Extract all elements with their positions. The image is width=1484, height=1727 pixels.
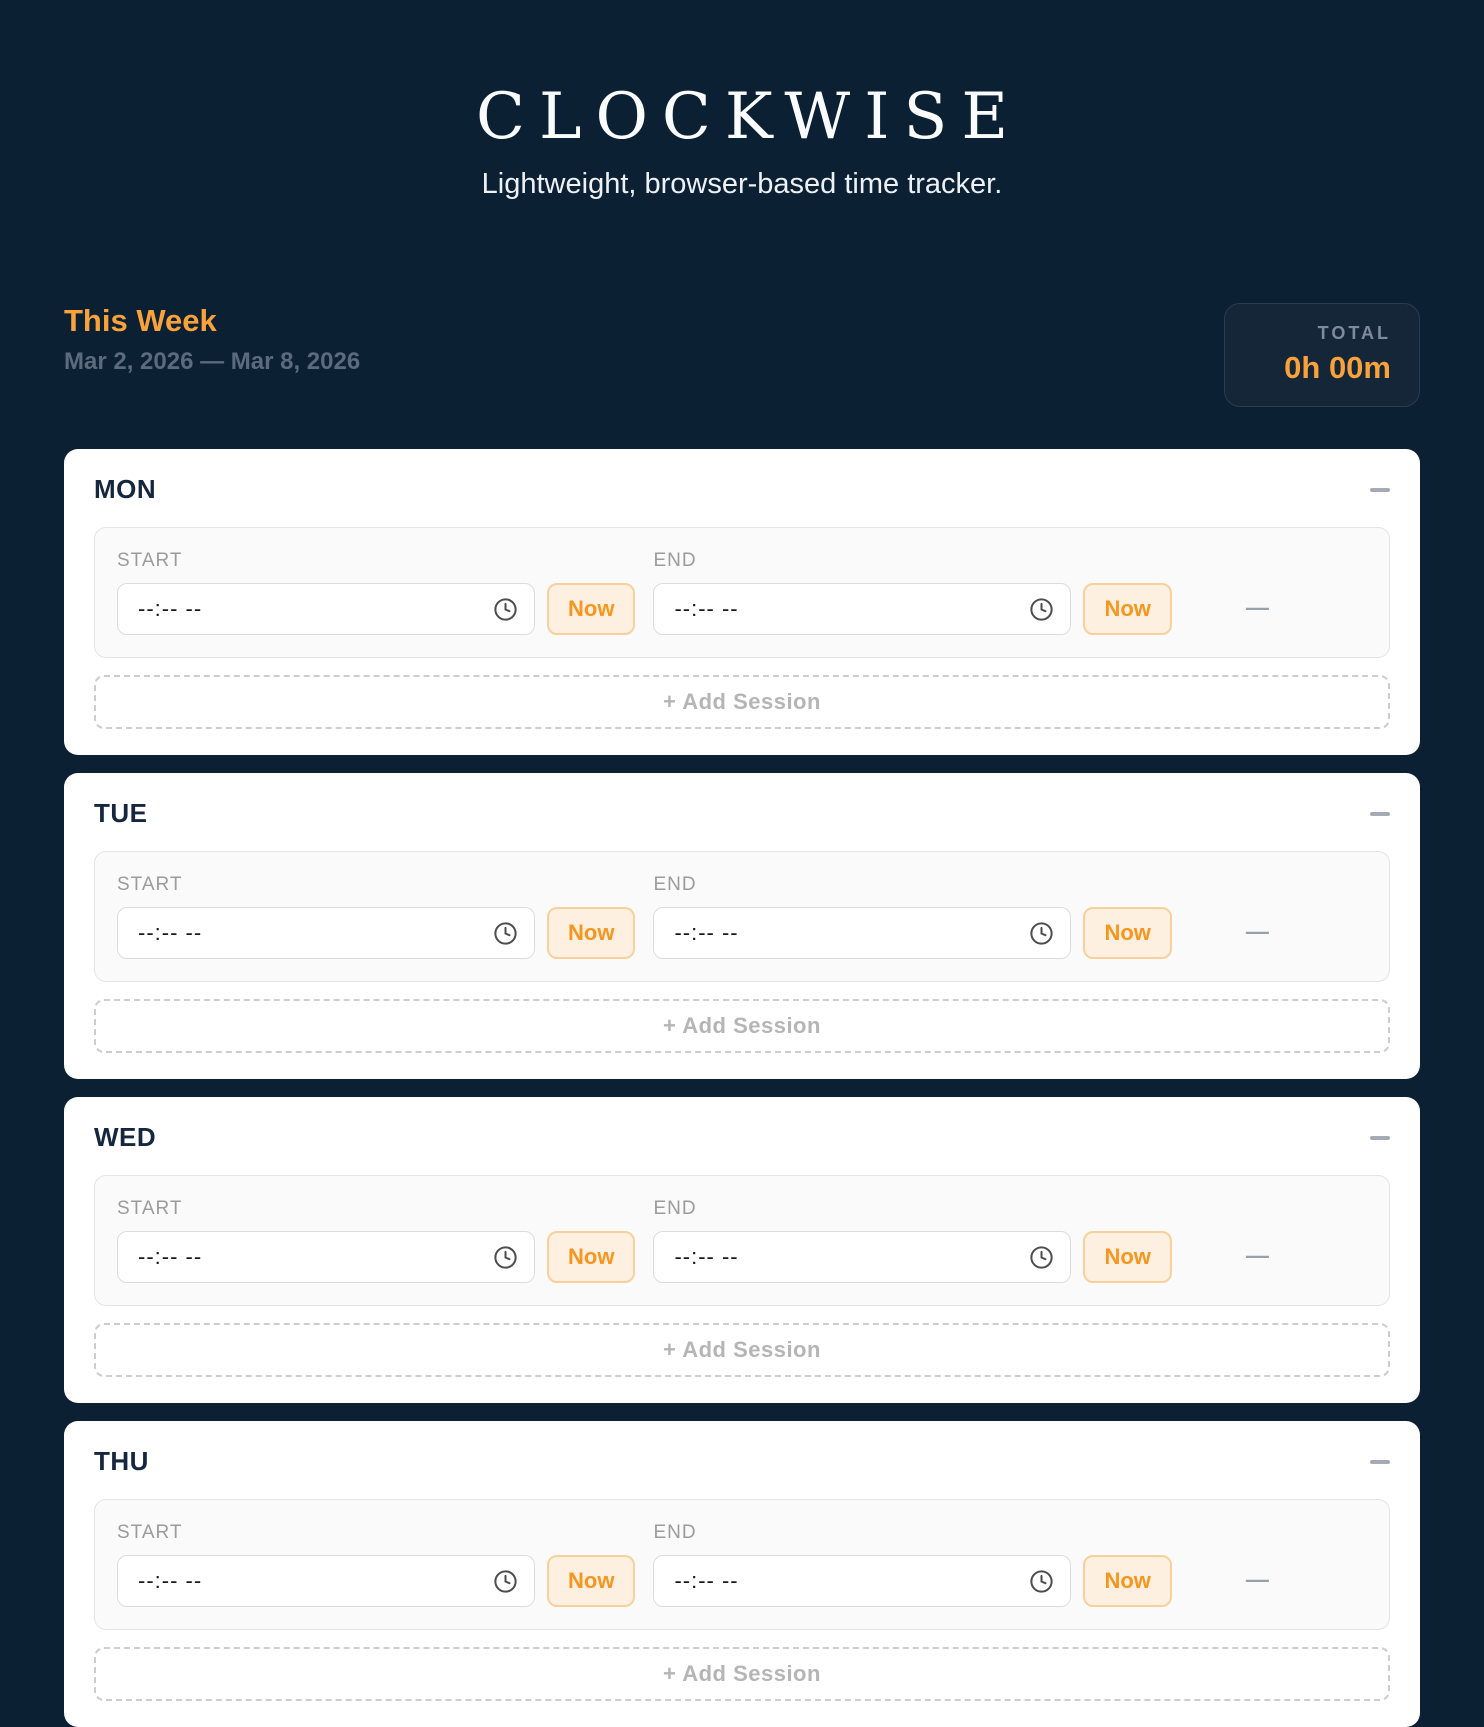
end-now-button[interactable]: Now — [1083, 1555, 1171, 1607]
session-row — [94, 1499, 1390, 1630]
end-now-button[interactable]: Now — [1083, 907, 1171, 959]
end-now-button[interactable]: Now — [1083, 1231, 1171, 1283]
start-label: START — [117, 550, 183, 571]
clock-icon — [492, 1568, 519, 1595]
start-time-value: --:-- -- — [138, 920, 203, 945]
clock-icon — [1028, 920, 1055, 947]
day-label: MON — [94, 474, 157, 504]
end-controls — [653, 1555, 1171, 1607]
add-session-button[interactable]: + Add Session — [94, 1323, 1390, 1377]
start-now-button[interactable]: Now — [547, 1555, 635, 1607]
app-subtitle: Lightweight, browser-based time tracker. — [481, 168, 1003, 200]
session-duration: — — [1245, 918, 1269, 944]
start-now-button[interactable]: Now — [547, 583, 635, 635]
end-time-value: --:-- -- — [674, 1244, 739, 1269]
day-card-header — [94, 474, 1390, 505]
add-session-button[interactable]: + Add Session — [94, 1647, 1390, 1701]
collapse-day-button[interactable] — [1360, 1451, 1390, 1473]
start-controls — [117, 1555, 635, 1607]
day-card-header — [94, 798, 1390, 829]
collapse-day-button[interactable] — [1360, 479, 1390, 501]
start-time-input[interactable] — [117, 583, 535, 635]
end-field-group — [653, 1522, 1171, 1607]
end-time-input[interactable] — [653, 1231, 1071, 1283]
end-time-value: --:-- -- — [674, 1568, 739, 1593]
clock-icon — [1028, 1568, 1055, 1595]
start-controls — [117, 907, 635, 959]
total-value: 0h 00m — [1284, 350, 1391, 385]
minus-icon — [1370, 1460, 1390, 1464]
session-duration: — — [1245, 1242, 1269, 1268]
end-time-input[interactable] — [653, 907, 1071, 959]
app-title: CLOCKWISE — [475, 80, 1023, 154]
day-card-header — [94, 1446, 1390, 1477]
start-field-group — [117, 550, 635, 635]
session-row — [94, 1175, 1390, 1306]
end-controls — [653, 907, 1171, 959]
start-time-input[interactable] — [117, 1555, 535, 1607]
clock-icon — [492, 596, 519, 623]
end-now-button[interactable]: Now — [1083, 583, 1171, 635]
week-header — [64, 303, 1420, 407]
start-time-input[interactable] — [117, 907, 535, 959]
day-card-header — [94, 1122, 1390, 1153]
app-header — [64, 0, 1420, 201]
start-time-value: --:-- -- — [138, 1568, 203, 1593]
clock-icon — [1028, 596, 1055, 623]
total-badge — [1224, 303, 1420, 407]
start-now-button[interactable]: Now — [547, 1231, 635, 1283]
session-row — [94, 851, 1390, 982]
start-label: START — [117, 874, 183, 895]
end-label: END — [653, 1198, 697, 1219]
end-field-group — [653, 550, 1171, 635]
start-controls — [117, 1231, 635, 1283]
end-field-group — [653, 874, 1171, 959]
end-time-value: --:-- -- — [674, 596, 739, 621]
session-duration: — — [1245, 1566, 1269, 1592]
week-range: Mar 2, 2026 — Mar 8, 2026 — [64, 348, 361, 375]
end-label: END — [653, 874, 697, 895]
clock-icon — [1028, 1244, 1055, 1271]
day-card-mon — [64, 449, 1420, 755]
end-time-input[interactable] — [653, 1555, 1071, 1607]
start-label: START — [117, 1522, 183, 1543]
add-session-button[interactable]: + Add Session — [94, 999, 1390, 1053]
session-duration: — — [1245, 594, 1269, 620]
total-label: TOTAL — [1317, 323, 1391, 343]
day-label: TUE — [94, 798, 148, 828]
end-label: END — [653, 550, 697, 571]
start-time-value: --:-- -- — [138, 1244, 203, 1269]
clock-icon — [492, 920, 519, 947]
day-card-tue — [64, 773, 1420, 1079]
day-list — [64, 449, 1420, 1727]
collapse-day-button[interactable] — [1360, 803, 1390, 825]
end-controls — [653, 583, 1171, 635]
start-now-button[interactable]: Now — [547, 907, 635, 959]
day-card-thu — [64, 1421, 1420, 1727]
end-time-input[interactable] — [653, 583, 1071, 635]
session-row — [94, 527, 1390, 658]
end-label: END — [653, 1522, 697, 1543]
end-controls — [653, 1231, 1171, 1283]
week-title: This Week — [64, 303, 217, 338]
start-field-group — [117, 1198, 635, 1283]
start-field-group — [117, 874, 635, 959]
day-label: WED — [94, 1122, 157, 1152]
minus-icon — [1370, 488, 1390, 492]
day-card-wed — [64, 1097, 1420, 1403]
collapse-day-button[interactable] — [1360, 1127, 1390, 1149]
week-info — [64, 303, 360, 376]
clock-icon — [492, 1244, 519, 1271]
day-label: THU — [94, 1446, 149, 1476]
start-field-group — [117, 1522, 635, 1607]
start-time-input[interactable] — [117, 1231, 535, 1283]
start-controls — [117, 583, 635, 635]
add-session-button[interactable]: + Add Session — [94, 675, 1390, 729]
minus-icon — [1370, 1136, 1390, 1140]
start-time-value: --:-- -- — [138, 596, 203, 621]
end-field-group — [653, 1198, 1171, 1283]
minus-icon — [1370, 812, 1390, 816]
end-time-value: --:-- -- — [674, 920, 739, 945]
start-label: START — [117, 1198, 183, 1219]
